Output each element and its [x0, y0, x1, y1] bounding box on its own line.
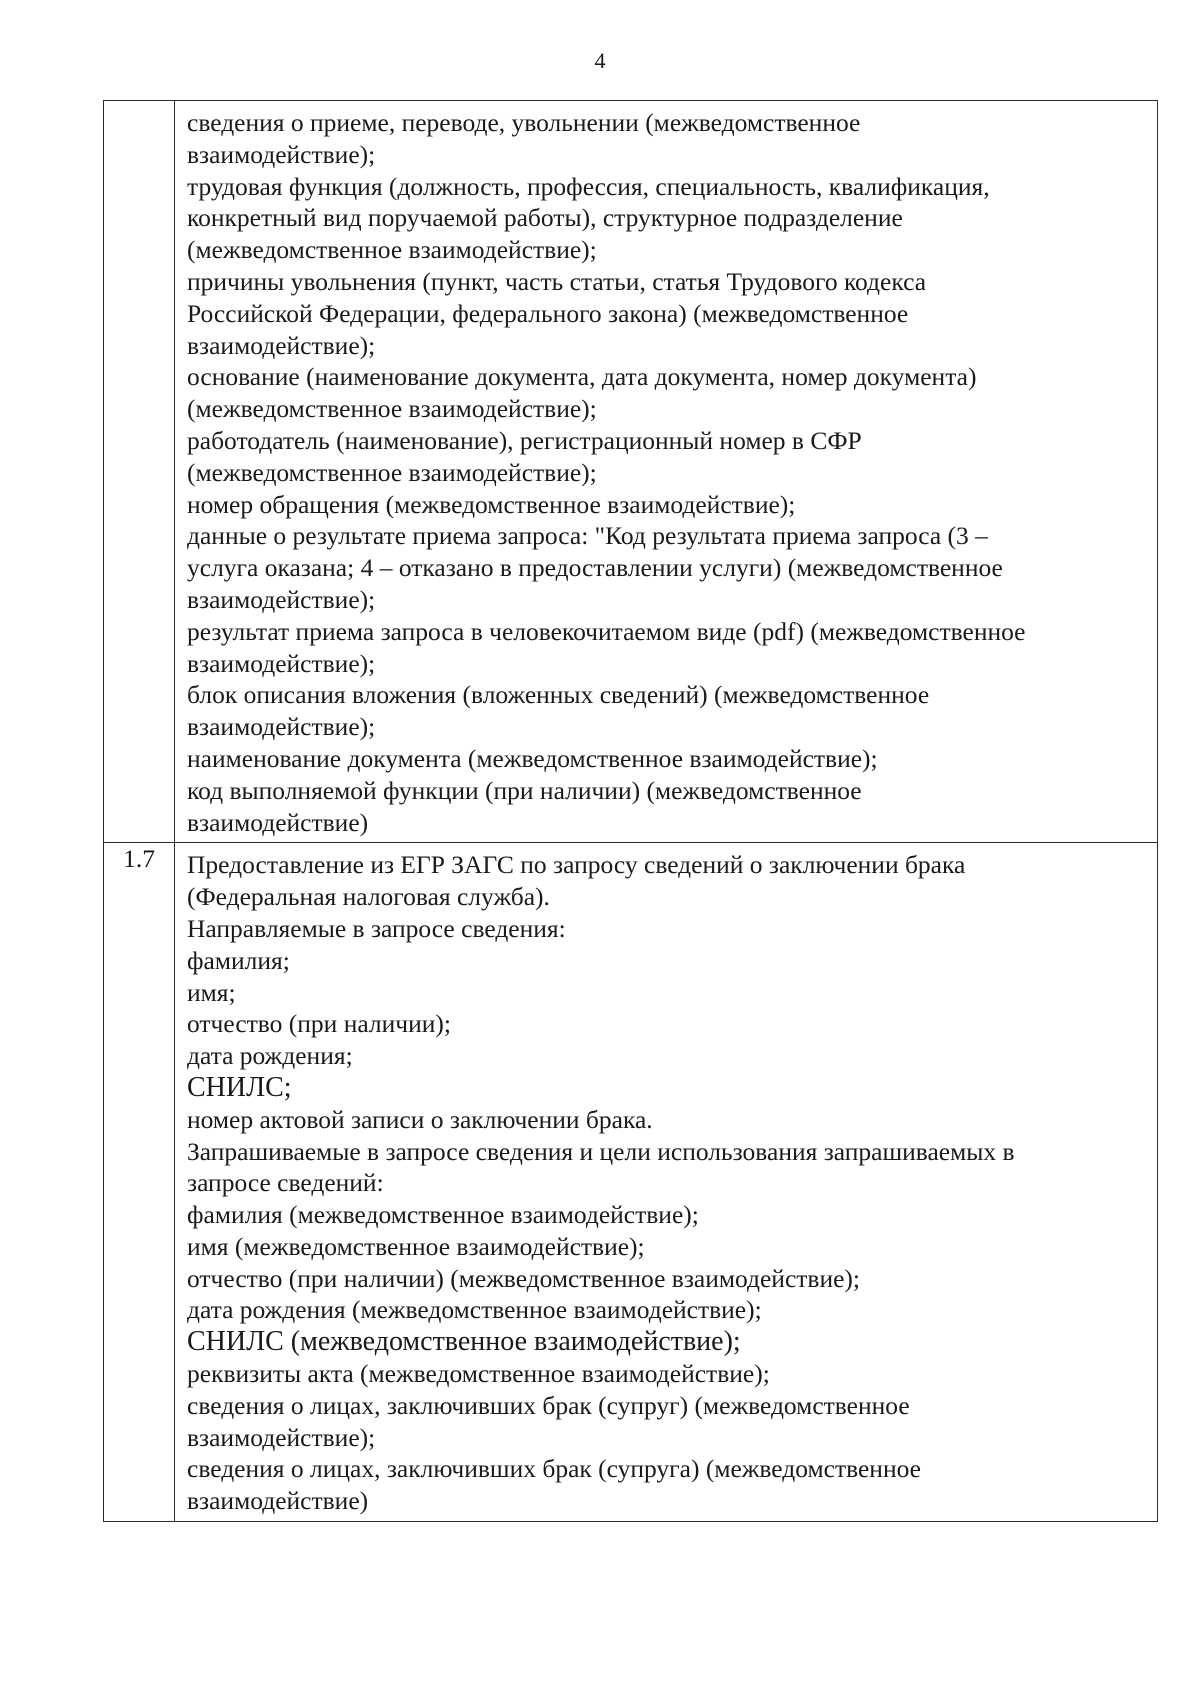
text-line: Предоставление из ЕГР ЗАГС по запросу сведений о заключении брака — [187, 850, 966, 880]
text-line: услуга оказана; 4 – отказано в предоставлении услуги) (межведомственное — [187, 553, 1003, 583]
text-line: номер актовой записи о заключении брака. — [187, 1104, 653, 1134]
text-line: взаимодействие) — [187, 807, 369, 837]
text-line: сведения о приеме, переводе, увольнении (межведомственное — [187, 108, 861, 137]
text-line: дата рождения; — [187, 1041, 353, 1071]
text-line: (Федеральная налоговая служба). — [187, 882, 550, 912]
text-line: номер обращения (межведомственное взаимодействие); — [187, 489, 796, 519]
text-line: взаимодействие); — [187, 139, 376, 169]
text-line: отчество (при наличии) (межведомственное взаимодействие); — [187, 1263, 860, 1293]
text-line: (межведомственное взаимодействие); — [187, 235, 597, 265]
text-line: сведения о лицах, заключивших брак (супруг) (межведомственное — [187, 1390, 910, 1420]
text-line: СНИЛС (межведомственное взаимодействие); — [187, 1326, 741, 1358]
text-line: взаимодействие) — [187, 1486, 369, 1516]
text-line: Направляемые в запросе сведения: — [187, 913, 566, 943]
text-line: СНИЛС; — [187, 1071, 292, 1103]
document-table — [103, 100, 1158, 1522]
text-line: блок описания вложения (вложенных сведений) (межведомственное — [187, 680, 930, 710]
text-line: запросе сведений: — [187, 1168, 384, 1198]
text-line: причины увольнения (пункт, часть статьи, статья Трудового кодекса — [187, 266, 927, 296]
text-line: взаимодействие); — [187, 330, 376, 360]
text-line: отчество (при наличии); — [187, 1009, 451, 1039]
text-line: имя; — [187, 977, 236, 1007]
page-number: 4 — [594, 48, 606, 73]
text-line: сведения о лицах, заключивших брак (супруга) (межведомственное — [187, 1454, 921, 1484]
row-number-cell — [104, 101, 175, 843]
row-content-cell — [175, 843, 1158, 1522]
text-line: конкретный вид поручаемой работы), структурное подразделение — [187, 203, 903, 233]
row-number-cell: 1.7 — [104, 843, 175, 1522]
text-line: (межведомственное взаимодействие); — [187, 394, 597, 424]
text-line: фамилия (межведомственное взаимодействие); — [187, 1200, 699, 1230]
text-line: наименование документа (межведомственное взаимодействие); — [187, 743, 878, 773]
text-line: имя (межведомственное взаимодействие); — [187, 1231, 645, 1261]
text-line: взаимодействие); — [187, 648, 376, 678]
text-line: основание (наименование документа, дата документа, номер документа) — [187, 362, 977, 392]
text-line: взаимодействие); — [187, 584, 376, 614]
text-line: взаимодействие); — [187, 712, 376, 742]
text-line: (межведомственное взаимодействие); — [187, 457, 597, 487]
table-row — [104, 843, 1158, 1522]
row-content-cell — [175, 101, 1158, 843]
text-line: дата рождения (межведомственное взаимодействие); — [187, 1295, 762, 1325]
text-line: код выполняемой функции (при наличии) (межведомственное — [187, 775, 862, 805]
text-line: работодатель (наименование), регистрационный номер в СФР — [187, 425, 862, 455]
text-line: трудовая функция (должность, профессия, специальность, квалификация, — [187, 171, 990, 201]
text-line: фамилия; — [187, 945, 290, 975]
text-line: Российской Федерации, федерального закона) (межведомственное — [187, 298, 909, 328]
text-line: реквизиты акта (межведомственное взаимодействие); — [187, 1359, 770, 1389]
text-line: результат приема запроса в человекочитаемом виде (pdf) (межведомственное — [187, 616, 1026, 646]
text-line: взаимодействие); — [187, 1422, 376, 1452]
table-row — [104, 101, 1158, 843]
text-line: данные о результате приема запроса: "Код результата приема запроса (3 – — [187, 521, 988, 551]
text-line: Запрашиваемые в запросе сведения и цели использования запрашиваемых в — [187, 1136, 1015, 1166]
